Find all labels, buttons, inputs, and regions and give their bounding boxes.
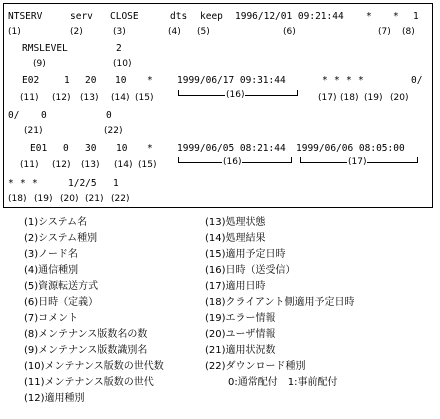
row2-cont-apply-count: 1/2/5 xyxy=(68,178,97,189)
legend-item-12: (12)適用種別 xyxy=(24,393,85,404)
row2-cont-error-info: * xyxy=(20,178,26,189)
legend-item-13: (13)処理状態 xyxy=(205,217,266,228)
field-system-name: NTSERV xyxy=(8,11,43,22)
field-rmslevel: RMSLEVEL xyxy=(22,43,68,54)
legend-item-5: (5)資源転送方式 xyxy=(24,281,99,292)
row1-apply-count: 0/ xyxy=(411,75,423,86)
row1-user-info: * xyxy=(358,75,364,86)
row1-generation: E02 xyxy=(22,75,40,86)
row1-label-20: (20) xyxy=(390,93,409,103)
legend-item-17: (17)適用日時 xyxy=(205,281,266,292)
legend-item-18: (18)クライアント側適用予定日時 xyxy=(205,297,355,308)
row1-label-16: (16) xyxy=(226,90,245,100)
row2-label-22: (22) xyxy=(111,194,130,204)
legend-item-19: (19)エラー情報 xyxy=(205,313,276,324)
legend-item-11: (11)メンテナンス版数の世代 xyxy=(24,377,154,388)
row2-datetime-send: 1999/06/05 08:21:44 xyxy=(177,143,286,154)
label-1: (1) xyxy=(8,27,21,37)
field-star: * xyxy=(393,11,399,22)
row2-label-15: (15) xyxy=(138,160,157,170)
legend-item-4: (4)通信種別 xyxy=(24,265,79,276)
field-version-count: 1 xyxy=(413,11,419,22)
row1-cont-download-type: 0 xyxy=(106,110,112,121)
row2-cont-user-info: * xyxy=(32,178,38,189)
row2-apply-type: 0 xyxy=(63,143,69,154)
row1-label-19: (19) xyxy=(364,93,383,103)
row2-label-14: (14) xyxy=(114,160,133,170)
field-generation-count: 2 xyxy=(116,43,122,54)
row1-label-13: (13) xyxy=(80,93,99,103)
row2-apply-datetime: 1999/06/06 08:05:00 xyxy=(296,143,405,154)
row1-apply-type: 1 xyxy=(64,75,70,86)
legend-item-22: (22)ダウンロード種別 xyxy=(205,361,306,372)
row1-client-plan: * xyxy=(334,75,340,86)
legend-item-20: (20)ユーザ情報 xyxy=(205,329,276,340)
row2-label-19: (19) xyxy=(34,194,53,204)
row1-label-11: (11) xyxy=(20,93,39,103)
field-transfer-method: keep xyxy=(200,11,223,22)
legend-item-10: (10)メンテナンス版数の世代数 xyxy=(24,361,164,372)
row1-result: 10 xyxy=(115,75,127,86)
row2-label-16: (16) xyxy=(223,157,242,167)
legend-item-14: (14)処理結果 xyxy=(205,233,266,244)
row2-label-21: (21) xyxy=(85,194,104,204)
label-2: (2) xyxy=(70,27,83,37)
legend-item-21: (21)適用状況数 xyxy=(205,345,276,356)
label-8: (8) xyxy=(402,27,415,37)
legend-item-2: (2)システム種別 xyxy=(24,233,98,244)
row2-cont-client-plan: * xyxy=(8,178,14,189)
row2-label-17: (17) xyxy=(348,157,367,167)
row1-label-18: (18) xyxy=(340,93,359,103)
row1-apply-plan: * xyxy=(147,75,153,86)
row2-label-13: (13) xyxy=(81,160,100,170)
row1-label-12: (12) xyxy=(52,93,71,103)
legend-download-type-values: 0:通常配付 1:事前配付 xyxy=(228,377,338,388)
row2-label-12: (12) xyxy=(52,160,71,170)
row1-cont-apply-count-rest: 0 xyxy=(41,110,47,121)
label-5: (5) xyxy=(197,27,210,37)
row2-label-11: (11) xyxy=(20,160,39,170)
row1-status: 20 xyxy=(85,75,97,86)
row2-cont-download-type: 1 xyxy=(113,178,119,189)
field-datetime-def: 1996/12/01 09:21:44 xyxy=(235,11,344,22)
row1-error-info: * xyxy=(346,75,352,86)
label-3: (3) xyxy=(113,27,126,37)
row2-label-20: (20) xyxy=(60,194,79,204)
row1-label-14: (14) xyxy=(111,93,130,103)
legend-item-8: (8)メンテナンス版数名の数 xyxy=(24,329,148,340)
legend-item-1: (1)システム名 xyxy=(24,217,88,228)
legend-item-7: (7)コメント xyxy=(24,313,79,324)
row2-status: 30 xyxy=(85,143,97,154)
legend-item-16: (16)日時（送受信） xyxy=(205,265,296,276)
row1-label-17: (17) xyxy=(318,93,337,103)
field-comm-type: dts xyxy=(170,11,188,22)
row2-label-18: (18) xyxy=(8,194,27,204)
legend-item-6: (6)日時（定義） xyxy=(24,297,99,308)
row1-apply-datetime: * xyxy=(322,75,328,86)
row1-datetime-send: 1999/06/17 09:31:44 xyxy=(177,75,286,86)
field-system-type: serv xyxy=(70,11,93,22)
row2-apply-plan: * xyxy=(147,143,153,154)
row1-label-22: (22) xyxy=(104,126,123,136)
row1-label-21: (21) xyxy=(24,126,43,136)
field-node-name: CLOSE xyxy=(110,11,139,22)
legend-item-9: (9)メンテナンス版数識別名 xyxy=(24,345,148,356)
field-comment: * xyxy=(366,11,372,22)
legend-item-3: (3)ノード名 xyxy=(24,249,78,260)
label-4: (4) xyxy=(168,27,181,37)
label-6: (6) xyxy=(283,27,296,37)
legend-item-15: (15)適用予定日時 xyxy=(205,249,286,260)
label-9: (9) xyxy=(33,59,46,69)
row1-label-15: (15) xyxy=(135,93,154,103)
row2-result: 10 xyxy=(116,143,128,154)
row2-generation: E01 xyxy=(30,143,48,154)
label-7: (7) xyxy=(378,27,391,37)
label-10: (10) xyxy=(113,59,132,69)
row1-cont-apply-count: 0/ xyxy=(8,110,20,121)
